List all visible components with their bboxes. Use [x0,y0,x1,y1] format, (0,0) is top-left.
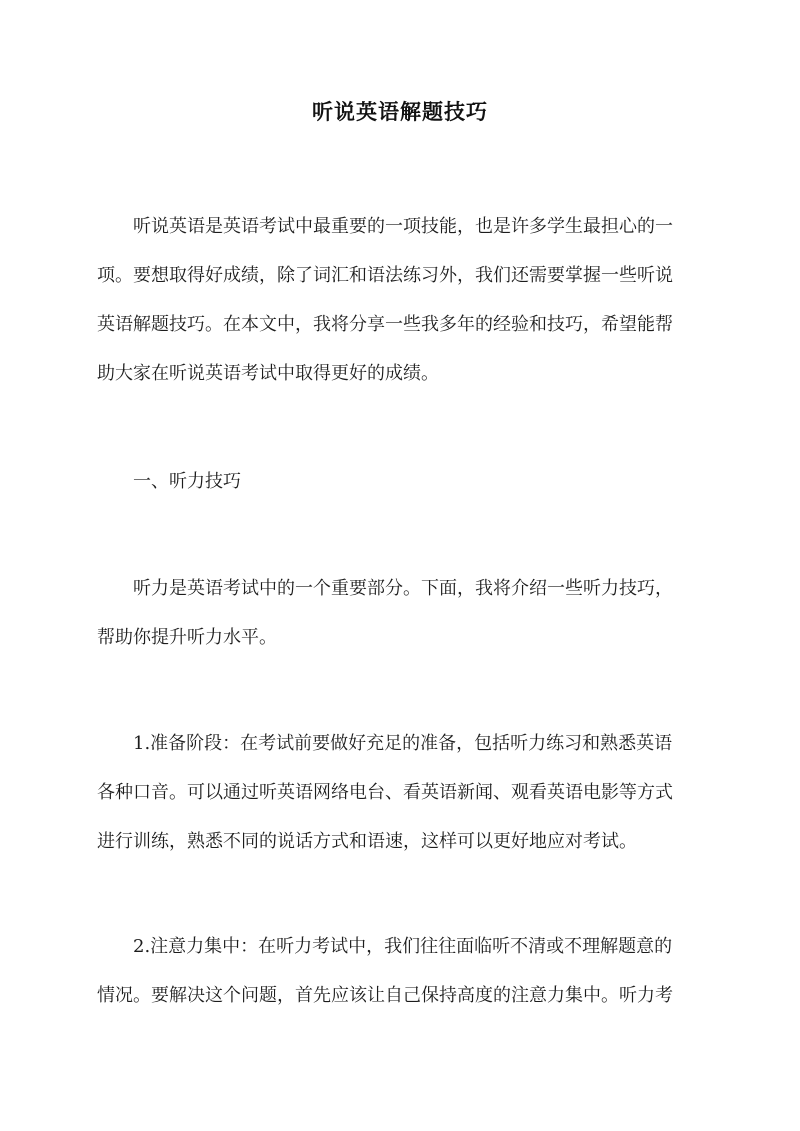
section-intro-line: 听力是英语考试中的一个重要部分。下面，我将介绍一些听力技巧， [133,578,673,599]
section-heading-text: 一、听力技巧 [133,471,241,492]
list-item-line: 进行训练，熟悉不同的说话方式和语速，这样可以更好地应对考试。 [97,831,637,852]
list-item-line: 1.准备阶段：在考试前要做好充足的准备，包括听力练习和熟悉英语 [133,733,673,754]
list-item-line: 2.注意力集中：在听力考试中，我们往往面临听不清或不理解题意的 [133,936,673,957]
list-item-1 [97,719,707,866]
list-item-line: 情况。要解决这个问题，首先应该让自己保持高度的注意力集中。听力考 [97,985,673,1006]
section-intro-paragraph [97,564,707,662]
list-item-2 [97,922,707,1020]
intro-line: 英语解题技巧。在本文中，我将分享一些我多年的经验和技巧，希望能帮 [97,314,673,335]
intro-paragraph [97,202,707,398]
intro-line: 项。要想取得好成绩，除了词汇和语法练习外，我们还需要掌握一些听说 [97,265,673,286]
document-title: 听说英语解题技巧 [312,99,488,124]
intro-line: 助大家在听说英语考试中取得更好的成绩。 [97,363,439,384]
list-item-line: 各种口音。可以通过听英语网络电台、看英语新闻、观看英语电影等方式 [97,782,673,803]
section-intro-line: 帮助你提升听力水平。 [97,627,277,648]
intro-line: 听说英语是英语考试中最重要的一项技能，也是许多学生最担心的一 [133,216,673,237]
section-heading [97,457,707,506]
